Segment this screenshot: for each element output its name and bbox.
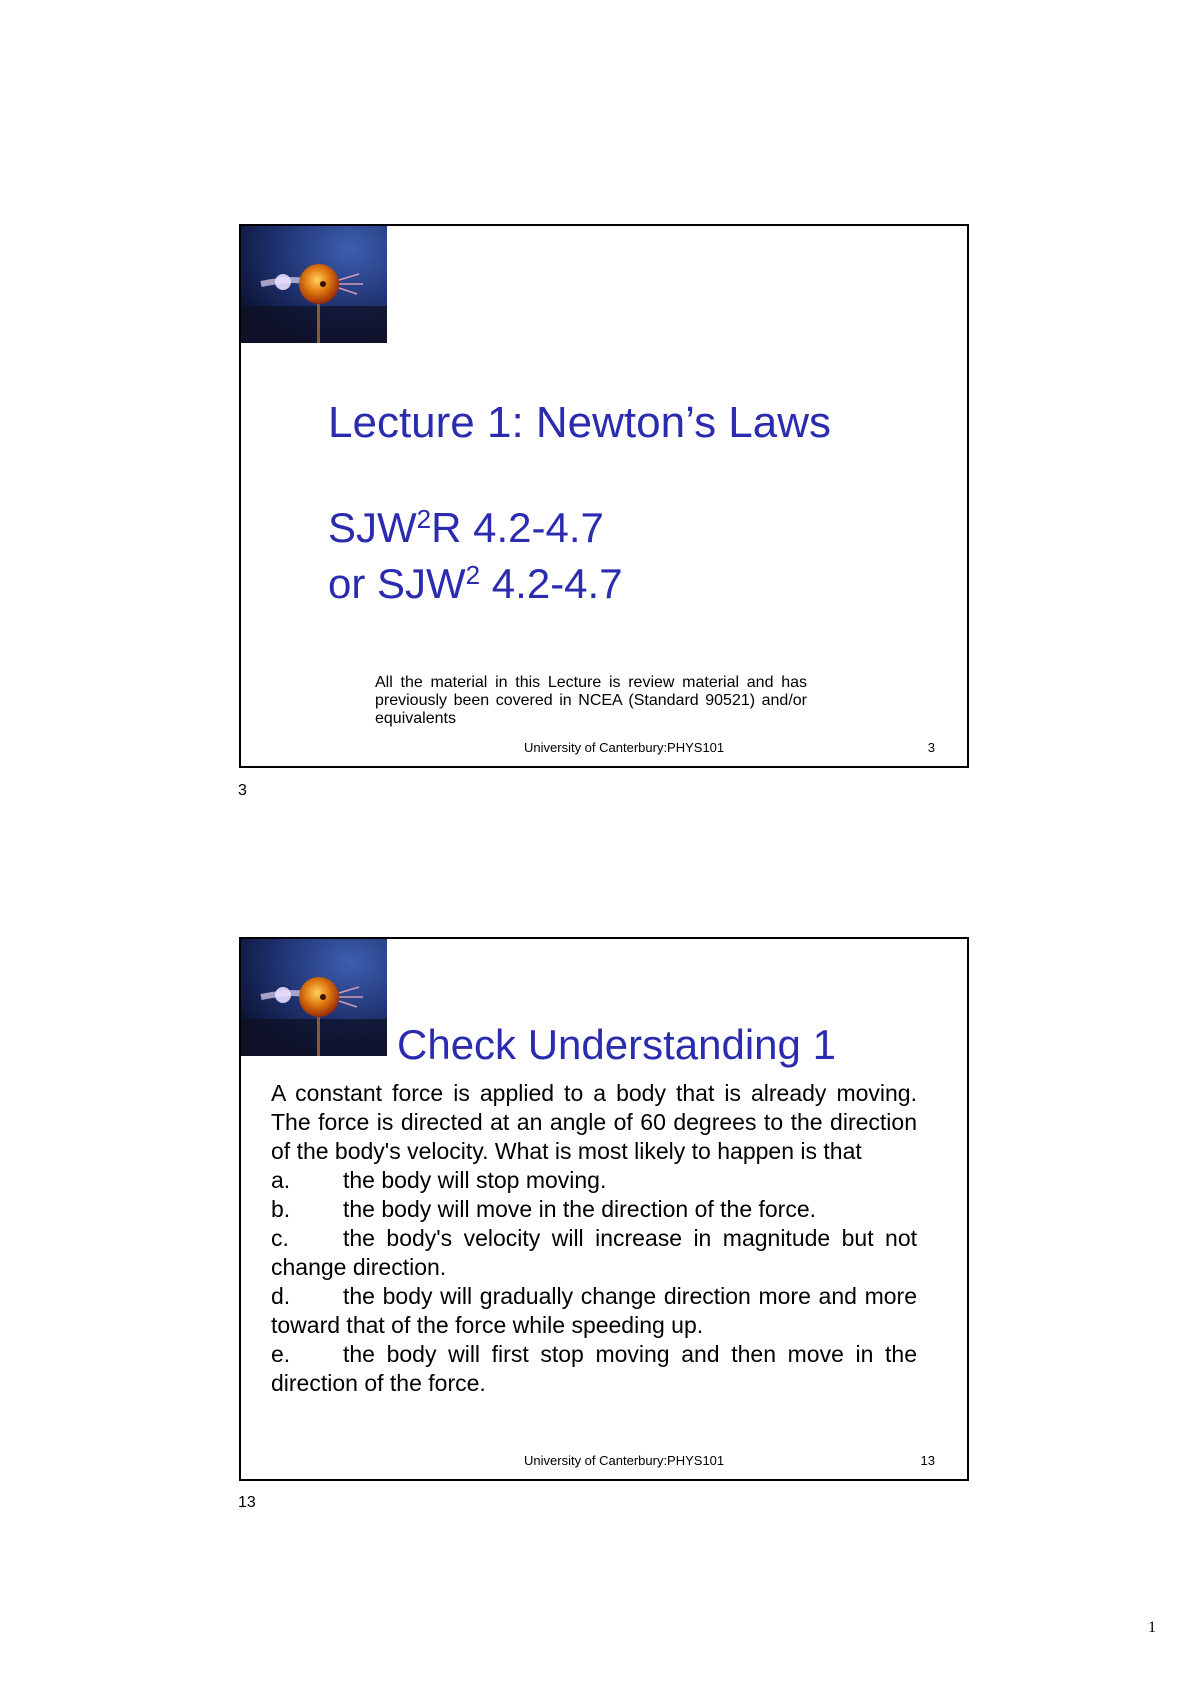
review-note: All the material in this Lecture is review material and has previously been covered in NCEA (Standard 90521) and/or equivalents [375,674,807,727]
question-text: A constant force is applied to a body that is already moving. The force is directed at an angle of 60 degrees to the direction of the body's velocity. What is most likely to happen is that [271,1080,917,1164]
apple-bullet-photo [241,226,387,343]
textbook-reference-1: SJW$^2$R 4.2-4.7 [328,504,604,551]
slide-3 [239,224,969,768]
slide-number: 3 [927,740,935,755]
slide-13 [239,937,969,1481]
question-body [271,1079,917,1398]
slide-footer: University of Canterbury:PHYS101 [524,1453,725,1468]
slide-title: Check Understanding 1 [397,1021,836,1068]
textbook-reference-2: or SJW$^2$ 4.2-4.7 [328,560,623,607]
slide-number: 13 [920,1453,935,1468]
lecture-title: Lecture 1: Newton’s Laws [328,398,832,447]
page-number: 1 [1148,1619,1156,1636]
option-e: e. the body will first stop moving and then move in the direction of the force. [271,1341,917,1396]
option-a: a. the body will stop moving. [271,1167,607,1193]
option-c: c. the body's velocity will increase in magnitude but not change direction. [271,1225,917,1280]
slide-caption: 3 [238,782,247,799]
option-d: d. the body will gradually change direction more and more toward that of the force while speeding up. [271,1283,917,1338]
slide-caption: 13 [238,1494,256,1511]
slide-footer: University of Canterbury:PHYS101 [524,740,725,755]
option-b: b. the body will move in the direction of the force. [271,1196,817,1222]
apple-bullet-photo [241,939,387,1056]
